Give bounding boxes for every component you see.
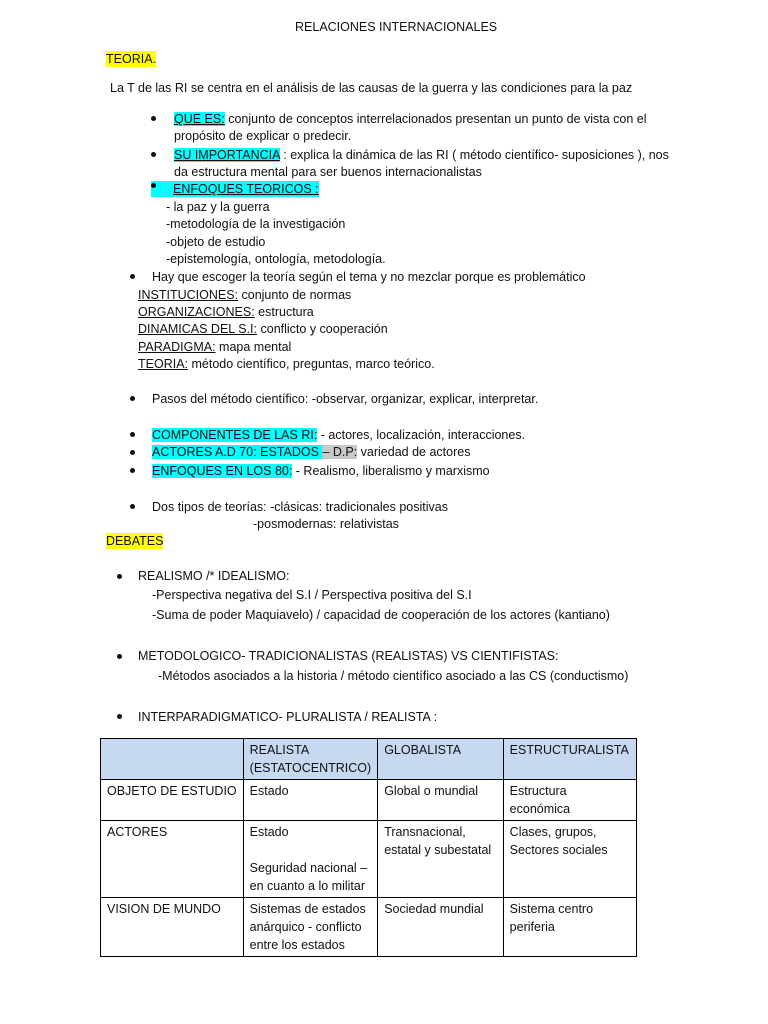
table-cell [243,780,378,821]
importancia-line1 [174,147,669,163]
bullet-icon [151,183,156,188]
cell-text: estatal y subestatal [384,843,492,857]
table-cell [101,898,244,957]
dos-tipos-line2: -posmodernas: relativistas [253,517,399,531]
table-cell [378,821,503,898]
bullet-icon [130,450,135,455]
definition-row [138,304,314,320]
cell-text: Seguridad nacional – [249,861,368,875]
realismo-line: -Suma de poder Maquiavelo) / capacidad de cooperación de los actores (kantiano) [152,608,610,622]
bullet-icon [151,152,156,157]
cell-text: Sectores sociales [509,843,608,857]
metodologico-line: -Métodos asociados a la historia / método científico asociado a las CS (conductismo) [158,669,629,683]
enfoques-item: -objeto de estudio [166,235,266,249]
importancia-line2: da estructura mental para ser buenos internacionalistas [174,165,482,179]
teoria-intro: La T de las RI se centra en el análisis de las causas de la guerra y las condiciones para la paz [110,81,633,95]
bullet-icon [130,396,135,401]
definition-text: conjunto de normas [238,288,352,302]
definition-term: ORGANIZACIONES: [138,305,255,319]
importancia-label: SU IMPORTANCIA [174,148,280,162]
que-es-text: conjunto de conceptos interrelacionados presentan un punto de vista con el [224,112,647,126]
importancia-text: : explica la dinámica de las RI ( método científico- suposiciones ), nos [279,148,669,162]
componentes-label: COMPONENTES DE LAS RI: [152,428,318,442]
definition-text: estructura [254,305,314,319]
cell-text: GLOBALISTA [384,743,462,757]
realismo-line: -Perspectiva negativa del S.I / Perspectiva positiva del S.I [152,588,472,602]
componentes-row [152,427,525,443]
definition-text: mapa mental [215,340,292,354]
que-es-line1 [174,111,647,127]
cell-text: VISION DE MUNDO [107,902,221,916]
enfoques-item: -epistemología, ontología, metodología. [166,252,386,266]
teoria-heading: TEORIA. [106,52,157,66]
table-cell [378,898,503,957]
cell-text: entre los estados [249,938,345,952]
enfoques80-text: - Realismo, liberalismo y marxismo [292,464,490,478]
bullet-icon [117,714,122,719]
cell-text: Sistema centro [509,902,594,916]
cell-text: ACTORES [107,825,168,839]
enfoques-item: -metodología de la investigación [166,217,346,231]
actores-text: variedad de actores [357,445,471,459]
table-row [101,780,637,821]
table-header-cell [503,739,636,780]
cell-text: Transnacional, [384,825,466,839]
definition-text: método científico, preguntas, marco teórico. [188,357,435,371]
actores-dp: – D.P: [322,445,358,459]
cell-text: Estado [249,825,289,839]
table-cell [378,780,503,821]
document-title: RELACIONES INTERNACIONALES [295,20,498,34]
actores-label: ACTORES A.D 70: ESTADOS [152,445,323,459]
cell-text: Estado [249,784,289,798]
definition-term: INSTITUCIONES: [138,288,239,302]
enfoques-row [151,181,319,197]
definition-term: TEORIA: [138,357,189,371]
table-row [101,821,637,898]
enfoques80-row [152,463,490,479]
actores-row [152,444,470,460]
dos-tipos-line1: Dos tipos de teorías: -clásicas: tradicionales positivas [152,500,448,514]
definition-term: DINAMICAS DEL S.I: [138,322,258,336]
cell-text: OBJETO DE ESTUDIO [107,784,237,798]
definition-row [138,321,388,337]
que-es-line2: propósito de explicar o predecir. [174,129,352,143]
bullet-icon [117,654,122,659]
cell-text: anárquico - conflicto [249,920,362,934]
cell-text: Global o mundial [384,784,478,798]
cell-text: Estructura [509,784,567,798]
cell-text: periferia [509,920,555,934]
definition-text: conflicto y cooperación [257,322,388,336]
bullet-icon [130,274,135,279]
paradigm-table [100,738,637,957]
pasos-text: Pasos del método científico: -observar, organizar, explicar, interpretar. [152,392,539,406]
bullet-icon [151,116,156,121]
table-cell [243,898,378,957]
definition-row [138,287,351,303]
metodologico-title: METODOLOGICO- TRADICIONALISTAS (REALISTAS) VS CIENTIFISTAS: [138,649,559,663]
table-cell [243,821,378,898]
table-cell [503,780,636,821]
table-header-cell [101,739,244,780]
cell-text: Sistemas de estados [249,902,366,916]
cell-text: (ESTATOCENTRICO) [249,761,372,775]
enfoques-item: - la paz y la guerra [166,200,270,214]
enfoques-label: ENFOQUES TEORICOS : [173,182,319,196]
definition-row [138,356,435,372]
enfoques80-label: ENFOQUES EN LOS 80: [152,464,293,478]
cell-text: en cuanto a lo militar [249,879,365,893]
escoger-text: Hay que escoger la teoría según el tema y no mezclar porque es problemático [152,270,586,284]
table-header-cell [378,739,503,780]
debates-heading: DEBATES [106,534,164,548]
table-header-row [101,739,637,780]
cell-text: económica [509,802,571,816]
bullet-icon [117,574,122,579]
componentes-text: - actores, localización, interacciones. [317,428,526,442]
cell-text: ESTRUCTURALISTA [509,743,629,757]
bullet-icon [130,468,135,473]
table-cell [503,898,636,957]
definition-row [138,339,291,355]
table-cell [503,821,636,898]
cell-text: Clases, grupos, [509,825,597,839]
cell-text: REALISTA [249,743,310,757]
definition-term: PARADIGMA: [138,340,216,354]
bullet-icon [130,432,135,437]
realismo-title: REALISMO /* IDEALISMO: [138,569,290,583]
que-es-label: QUE ES: [174,112,225,126]
interparadigmatico-title: INTERPARADIGMATICO- PLURALISTA / REALISTA : [138,710,438,724]
table-row [101,898,637,957]
table-cell [101,780,244,821]
cell-text: Sociedad mundial [384,902,484,916]
cell-text [250,841,372,859]
table-cell [101,821,244,898]
bullet-icon [130,504,135,509]
table-header-cell [243,739,378,780]
